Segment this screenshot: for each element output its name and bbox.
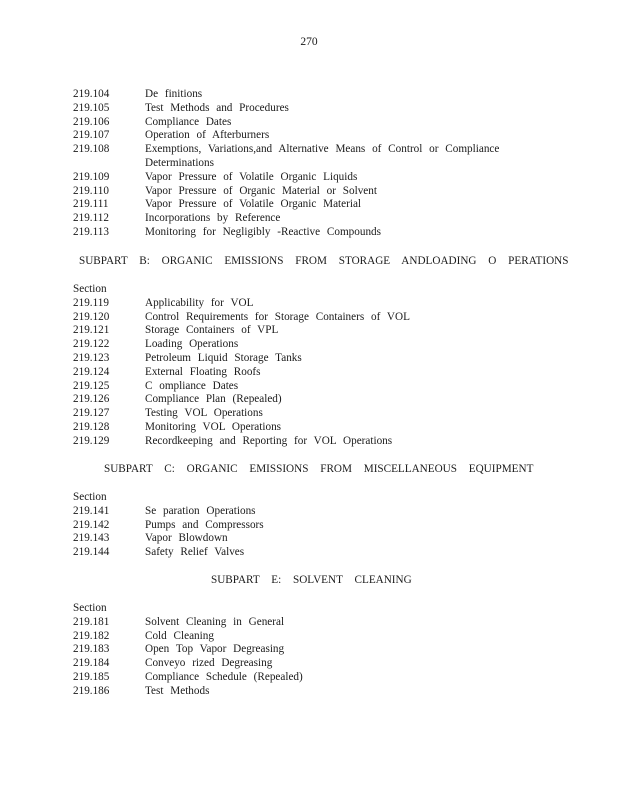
section-number: 219.111 [73, 198, 109, 211]
section-title: Recordkeeping and Reporting for VOL Operations [145, 434, 393, 447]
section-title: Pumps and Compressors [145, 518, 264, 531]
toc-row [73, 129, 593, 143]
section-title: Vapor Pressure of Volatile Organic Liquids [145, 170, 358, 183]
section-title: Cold Cleaning [145, 629, 214, 642]
toc-row [73, 532, 593, 546]
subpart-e-heading: SUBPART E: SOLVENT CLEANING [211, 574, 412, 586]
toc-row [73, 102, 593, 116]
toc-row [73, 324, 593, 338]
toc-row [73, 352, 593, 366]
section-number: 219.122 [73, 338, 110, 351]
toc-row [73, 380, 593, 394]
toc-row [73, 226, 593, 240]
toc-row [73, 643, 593, 657]
toc-row [73, 505, 593, 519]
section-title: Compliance Dates [145, 115, 232, 128]
section-title: Conveyo rized Degreasing [145, 657, 273, 670]
page-number: 270 [300, 36, 318, 48]
toc-row [73, 171, 593, 185]
toc-row [73, 671, 593, 685]
section-title: Compliance Plan (Repealed) [145, 393, 282, 406]
section-number: 219.126 [73, 393, 110, 406]
toc-row [73, 630, 593, 644]
section-number: 219.183 [73, 643, 110, 656]
subpart-b-list [73, 283, 593, 449]
subpart-c-list [73, 491, 593, 560]
section-number: 219.123 [73, 351, 110, 364]
section-title: Open Top Vapor Degreasing [145, 643, 285, 656]
toc-top-list [73, 88, 593, 240]
section-label: Section [73, 283, 107, 295]
toc-row [73, 212, 593, 226]
toc-row [73, 546, 593, 560]
section-title: Solvent Cleaning in General [145, 615, 285, 628]
toc-row [73, 297, 593, 311]
section-number: 219.127 [73, 407, 110, 420]
section-number: 219.110 [73, 184, 109, 197]
section-number: 219.119 [73, 296, 109, 309]
section-number: 219.109 [73, 170, 110, 183]
subpart-c-heading: SUBPART C: ORGANIC EMISSIONS FROM MISCELLANEOUS EQUIPMENT [104, 463, 534, 475]
toc-row [73, 657, 593, 671]
subpart-b-heading: SUBPART B: ORGANIC EMISSIONS FROM STORAGE ANDLOADING O PERATIONS [79, 255, 569, 267]
toc-row [73, 435, 593, 449]
section-title: Operation of Afterburners [145, 129, 270, 142]
toc-row [73, 421, 593, 435]
toc-row [73, 88, 593, 102]
section-title: Applicability for VOL [145, 296, 254, 309]
section-number: 219.104 [73, 88, 110, 100]
section-number: 219.142 [73, 518, 110, 531]
section-title: Monitoring VOL Operations [145, 420, 282, 433]
section-title: Safety Relief Valves [145, 546, 245, 559]
section-title: Vapor Pressure of Volatile Organic Material [145, 198, 362, 211]
subpart-e-list [73, 602, 593, 699]
section-title: Loading Operations [145, 338, 239, 351]
section-number: 219.181 [73, 615, 110, 628]
toc-row [73, 338, 593, 352]
toc-row [73, 519, 593, 533]
section-number: 219.112 [73, 212, 109, 225]
section-number: 219.182 [73, 629, 110, 642]
section-title: Test Methods and Procedures [145, 101, 289, 114]
section-number: 219.106 [73, 115, 110, 128]
section-label: Section [73, 491, 107, 503]
section-number: 219.184 [73, 657, 110, 670]
section-title: Testing VOL Operations [145, 407, 263, 420]
section-title: Petroleum Liquid Storage Tanks [145, 351, 302, 364]
toc-row [73, 143, 593, 171]
section-number: 219.128 [73, 420, 110, 433]
section-title: Exemptions, Variations,and Alternative Means of Control or Compliance Determinations [145, 143, 500, 169]
section-number: 219.143 [73, 532, 110, 545]
section-number: 219.129 [73, 434, 110, 447]
section-title: Control Requirements for Storage Containers of VOL [145, 310, 410, 323]
section-title: Storage Containers of VPL [145, 324, 279, 337]
toc-row [73, 366, 593, 380]
section-number: 219.141 [73, 504, 110, 517]
section-number: 219.108 [73, 143, 110, 156]
toc-row [73, 616, 593, 630]
toc-row [73, 407, 593, 421]
section-number: 219.107 [73, 129, 110, 142]
section-label: Section [73, 602, 107, 614]
toc-row [73, 116, 593, 130]
section-number: 219.121 [73, 324, 110, 337]
section-number: 219.105 [73, 101, 110, 114]
section-title: Vapor Pressure of Organic Material or Solvent [145, 184, 377, 197]
toc-row [73, 393, 593, 407]
toc-row [73, 685, 593, 699]
section-number: 219.120 [73, 310, 110, 323]
section-title: Test Methods [145, 684, 210, 697]
section-title: Incorporations by Reference [145, 212, 281, 225]
section-title: Se paration Operations [145, 504, 256, 517]
toc-row [73, 311, 593, 325]
section-title: Monitoring for Negligibly -Reactive Compounds [145, 225, 381, 238]
toc-row [73, 198, 593, 212]
section-number: 219.125 [73, 379, 110, 392]
section-title: Vapor Blowdown [145, 532, 228, 545]
section-number: 219.113 [73, 225, 109, 238]
section-title: C ompliance Dates [145, 379, 239, 392]
section-title: Compliance Schedule (Repealed) [145, 670, 303, 683]
section-number: 219.185 [73, 670, 110, 683]
section-number: 219.186 [73, 684, 110, 697]
section-number: 219.144 [73, 546, 110, 559]
section-title: De finitions [145, 88, 203, 100]
section-title: External Floating Roofs [145, 365, 261, 378]
toc-row [73, 185, 593, 199]
section-number: 219.124 [73, 365, 110, 378]
